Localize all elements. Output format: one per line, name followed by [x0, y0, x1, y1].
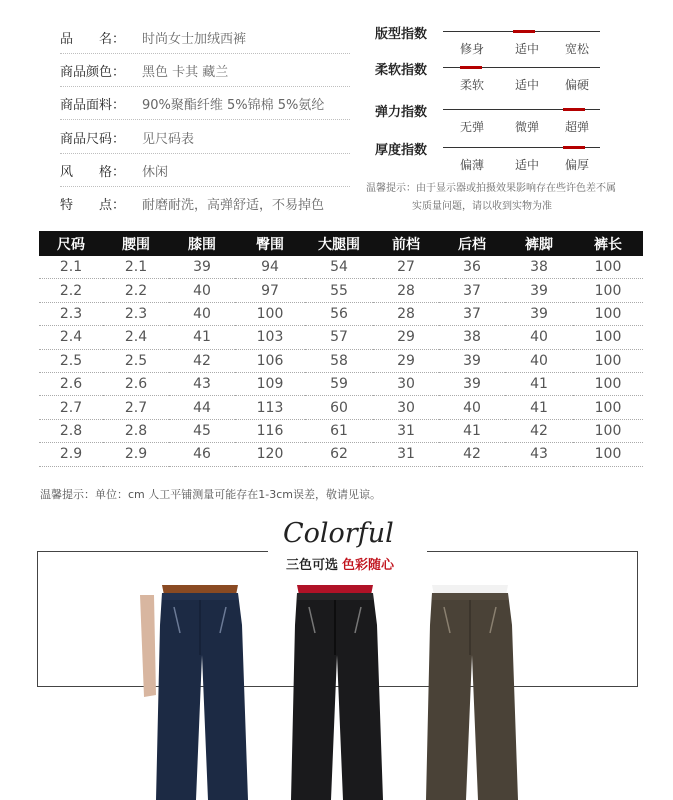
table-cell: 31: [373, 419, 439, 442]
table-cell: 57: [305, 326, 373, 349]
table-cell: 28: [373, 302, 439, 325]
table-row: [39, 443, 643, 466]
table-cell: 39: [505, 302, 573, 325]
info-value: 90%聚酯纤维 5%锦棉 5%氨纶: [142, 98, 325, 113]
scale-track: [443, 67, 600, 68]
table-cell: 30: [373, 396, 439, 419]
disclaimer-line: 温馨提示：由于显示器或拍摄效果影响存在些许色差不属: [366, 183, 616, 194]
table-cell: 39: [439, 349, 505, 372]
scale-thickness: [375, 139, 600, 171]
table-cell: 38: [439, 326, 505, 349]
table-cell: 100: [573, 396, 643, 419]
disclaimer-line: 实质量问题，请以收到实物为准: [412, 201, 552, 212]
table-cell: 109: [235, 372, 305, 395]
table-cell: 28: [373, 279, 439, 302]
info-label: 商品尺码：: [60, 132, 126, 147]
scale-option: 适中: [514, 78, 539, 92]
table-cell: 100: [573, 279, 643, 302]
table-cell: 45: [169, 419, 235, 442]
table-cell: 41: [169, 326, 235, 349]
table-cell: 46: [169, 443, 235, 466]
info-label: 品 名：: [60, 32, 126, 47]
scale-marker: [563, 146, 585, 149]
table-cell: 106: [235, 349, 305, 372]
table-cell: 100: [573, 372, 643, 395]
scale-marker: [460, 66, 482, 69]
scale-track: [443, 109, 600, 110]
info-label: 风 格：: [60, 165, 126, 180]
table-cell: 38: [505, 256, 573, 279]
table-cell: 2.2: [39, 279, 103, 302]
info-row-style: [60, 157, 350, 181]
info-row-color: [60, 57, 350, 81]
column-header: 尺码: [39, 231, 103, 256]
info-row-size: [60, 124, 350, 148]
table-cell: 2.4: [103, 326, 169, 349]
table-cell: 120: [235, 443, 305, 466]
table-cell: 60: [305, 396, 373, 419]
scale-title: 弹力指数: [375, 105, 428, 120]
table-cell: 2.2: [103, 279, 169, 302]
table-cell: 40: [505, 349, 573, 372]
scale-option: 适中: [514, 158, 539, 172]
table-cell: 2.3: [39, 302, 103, 325]
divider: [60, 119, 350, 120]
table-cell: 40: [505, 326, 573, 349]
scale-option: 无弹: [459, 120, 484, 134]
scale-marker: [513, 30, 535, 33]
info-row-fabric: [60, 90, 350, 114]
table-cell: 29: [373, 326, 439, 349]
table-cell: 42: [169, 349, 235, 372]
measurement-note: 温馨提示：单位：cm 人工平铺测量可能存在1-3cm误差，敬请见谅。: [40, 488, 381, 501]
scale-option: 超弹: [564, 120, 589, 134]
scale-option: 偏薄: [459, 158, 484, 172]
banner-subtitle: [270, 554, 410, 573]
scale-option: 适中: [514, 42, 539, 56]
info-value: 黑色 卡其 藏兰: [142, 65, 229, 80]
table-cell: 2.1: [103, 256, 169, 279]
scale-title: 厚度指数: [375, 143, 428, 158]
table-cell: 30: [373, 372, 439, 395]
table-cell: 59: [305, 372, 373, 395]
table-cell: 103: [235, 326, 305, 349]
table-cell: 31: [373, 443, 439, 466]
table-row: [39, 256, 643, 279]
table-cell: 113: [235, 396, 305, 419]
table-cell: 61: [305, 419, 373, 442]
table-cell: 41: [439, 419, 505, 442]
table-cell: 100: [573, 326, 643, 349]
column-header: 裤长: [573, 231, 643, 256]
column-header: 后档: [439, 231, 505, 256]
size-table-body: [39, 256, 643, 466]
table-cell: 43: [169, 372, 235, 395]
table-cell: 44: [169, 396, 235, 419]
divider: [60, 86, 350, 87]
table-cell: 41: [505, 396, 573, 419]
table-cell: 100: [235, 302, 305, 325]
table-cell: 100: [573, 302, 643, 325]
color-disclaimer: [366, 180, 646, 216]
scale-elasticity: [375, 101, 600, 133]
table-cell: 2.3: [103, 302, 169, 325]
scale-fit: [375, 23, 600, 55]
table-cell: 100: [573, 349, 643, 372]
scale-softness: [375, 59, 600, 91]
table-cell: 39: [505, 279, 573, 302]
table-row: [39, 326, 643, 349]
info-row-name: [60, 24, 350, 48]
table-cell: 2.5: [39, 349, 103, 372]
scale-track: [443, 31, 600, 32]
table-cell: 2.8: [103, 419, 169, 442]
table-cell: 42: [439, 443, 505, 466]
column-header: 前档: [373, 231, 439, 256]
info-value: 耐磨耐洗，高弹舒适，不易掉色: [142, 198, 325, 213]
table-cell: 2.7: [103, 396, 169, 419]
info-label: 商品颜色：: [60, 65, 126, 80]
scale-title: 版型指数: [375, 27, 428, 42]
table-cell: 40: [169, 302, 235, 325]
table-cell: 2.4: [39, 326, 103, 349]
table-cell: 116: [235, 419, 305, 442]
column-header: 膝围: [169, 231, 235, 256]
table-cell: 97: [235, 279, 305, 302]
table-header-row: [39, 231, 643, 256]
table-cell: 100: [573, 256, 643, 279]
divider: [60, 153, 350, 154]
table-cell: 43: [505, 443, 573, 466]
table-row: [39, 302, 643, 325]
column-header: 大腿围: [305, 231, 373, 256]
table-cell: 39: [169, 256, 235, 279]
info-value: 时尚女士加绒西裤: [142, 32, 247, 47]
table-cell: 27: [373, 256, 439, 279]
info-row-features: [60, 190, 350, 214]
pants-photo-black: [275, 585, 395, 800]
table-cell: 37: [439, 302, 505, 325]
divider: [60, 186, 350, 187]
table-cell: 36: [439, 256, 505, 279]
table-cell: 56: [305, 302, 373, 325]
table-cell: 58: [305, 349, 373, 372]
table-cell: 2.6: [39, 372, 103, 395]
table-row: [39, 372, 643, 395]
scale-option: 偏硬: [564, 78, 589, 92]
table-cell: 100: [573, 443, 643, 466]
size-table: [39, 231, 643, 467]
banner-title: Colorful: [283, 518, 394, 549]
table-cell: 41: [505, 372, 573, 395]
scale-option: 柔软: [459, 78, 484, 92]
table-row: [39, 279, 643, 302]
table-cell: 2.8: [39, 419, 103, 442]
scale-option: 偏厚: [564, 158, 589, 172]
table-cell: 100: [573, 419, 643, 442]
table-cell: 40: [169, 279, 235, 302]
table-cell: 2.6: [103, 372, 169, 395]
scale-option: 修身: [459, 42, 484, 56]
table-cell: 54: [305, 256, 373, 279]
subtitle-part: 三色可选: [285, 558, 338, 573]
scale-marker: [563, 108, 585, 111]
table-cell: 42: [505, 419, 573, 442]
divider: [60, 53, 350, 54]
table-row: [39, 349, 643, 372]
table-cell: 40: [439, 396, 505, 419]
scale-track: [443, 147, 600, 148]
table-cell: 2.5: [103, 349, 169, 372]
info-label: 商品面料：: [60, 98, 126, 113]
scale-title: 柔软指数: [375, 63, 428, 78]
table-cell: 2.9: [103, 443, 169, 466]
scale-option: 宽松: [564, 42, 589, 56]
table-row: [39, 419, 643, 442]
table-cell: 2.9: [39, 443, 103, 466]
table-cell: 2.1: [39, 256, 103, 279]
column-header: 臀围: [235, 231, 305, 256]
info-value: 休闲: [142, 165, 169, 180]
pants-photo-navy: [140, 585, 260, 800]
table-cell: 2.7: [39, 396, 103, 419]
scale-option: 微弹: [514, 120, 539, 134]
info-label: 特 点：: [60, 198, 126, 213]
table-cell: 62: [305, 443, 373, 466]
table-row: [39, 396, 643, 419]
table-cell: 94: [235, 256, 305, 279]
info-value: 见尺码表: [142, 132, 195, 147]
table-cell: 37: [439, 279, 505, 302]
table-cell: 55: [305, 279, 373, 302]
table-cell: 39: [439, 372, 505, 395]
column-header: 腰围: [103, 231, 169, 256]
pants-photo-brown: [410, 585, 530, 800]
table-cell: 29: [373, 349, 439, 372]
subtitle-accent: 色彩随心: [342, 558, 395, 573]
column-header: 裤脚: [505, 231, 573, 256]
